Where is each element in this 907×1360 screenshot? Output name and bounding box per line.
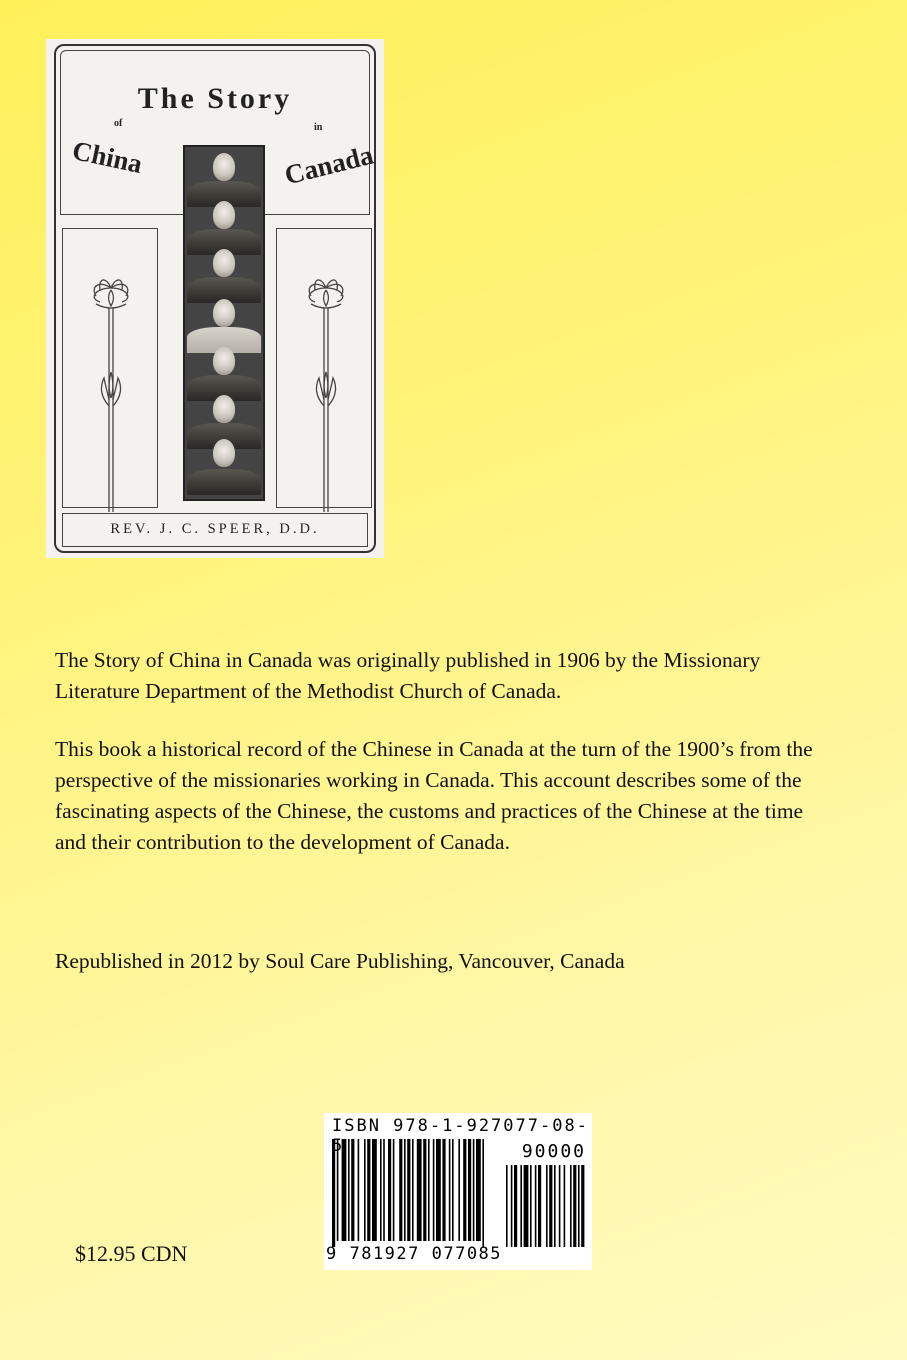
addon-barcode-bar: [570, 1165, 572, 1247]
cover-word-china: China: [69, 135, 145, 180]
addon-barcode-bar: [559, 1165, 561, 1247]
barcode-bar: [436, 1139, 441, 1241]
cover-word-of: of: [114, 118, 123, 129]
addon-barcode-bar: [578, 1165, 580, 1247]
addon-barcode-bar: [511, 1165, 513, 1247]
barcode-bar: [380, 1139, 382, 1241]
isbn-number: ISBN 978-1-927077-08-: [332, 1116, 589, 1136]
addon-barcode-bar: [549, 1165, 552, 1247]
barcode-bar: [473, 1139, 475, 1241]
barcode-bar: [348, 1139, 350, 1241]
barcode-bar: [364, 1139, 366, 1241]
barcode-bar: [407, 1139, 410, 1241]
barcode-bar: [463, 1139, 466, 1241]
barcode-bar: [482, 1139, 484, 1247]
barcode-bar: [423, 1139, 426, 1241]
portrait-face: [213, 299, 235, 327]
republication-note: Republished in 2012 by Soul Care Publishing, Vancouver, Canada: [55, 949, 625, 973]
ean-digits: 9 781927 077085: [326, 1244, 503, 1264]
barcode-bar: [468, 1139, 471, 1241]
cover-word-canada: Canada: [281, 139, 377, 191]
barcode-bar: [476, 1139, 481, 1241]
barcode-bar: [372, 1139, 377, 1241]
barcode-bar: [452, 1139, 454, 1241]
addon-barcode-bar: [573, 1165, 576, 1247]
isbn-barcode: [324, 1113, 592, 1270]
portrait-face: [213, 395, 235, 423]
cover-illustration: [46, 39, 384, 558]
portrait-face: [213, 347, 235, 375]
price-code: 90000: [521, 1141, 586, 1162]
barcode-bar: [404, 1139, 406, 1241]
barcode-bar: [417, 1139, 422, 1241]
barcode-bar: [358, 1139, 360, 1241]
barcode-bar: [412, 1139, 414, 1241]
portrait-face: [213, 249, 235, 277]
barcode-bar: [449, 1139, 451, 1241]
barcode-bar: [383, 1139, 385, 1241]
barcode-bar: [442, 1139, 445, 1241]
cover-frame: [54, 44, 376, 553]
cover-title: The Story: [137, 82, 293, 115]
cover-author: REV. J. C. SPEER, D.D.: [110, 521, 320, 537]
barcode-bar: [393, 1139, 395, 1241]
addon-barcode-bar: [554, 1165, 556, 1247]
barcode-bar: [367, 1139, 370, 1241]
portrait-face: [213, 201, 235, 229]
barcode-bar: [433, 1139, 435, 1241]
barcode-bar: [337, 1139, 339, 1241]
addon-barcode-bar: [530, 1165, 532, 1247]
barcode-bar: [428, 1139, 430, 1241]
addon-barcode-bar: [535, 1165, 537, 1247]
addon-barcode-bar: [546, 1165, 548, 1247]
publication-history-paragraph: The Story of China in Canada was originally published in 1906 by the Missionary Literature Department of the Methodist Church of Canada.: [55, 648, 761, 703]
addon-barcode-bar: [581, 1165, 584, 1247]
portrait-face: [213, 439, 235, 467]
price-label: $12.95 CDN: [75, 1241, 188, 1266]
book-summary-paragraph: This book a historical record of the Chinese in Canada at the turn of the 1900’s from the perspective of the missionaries working in Canada. This account describes some of the fascinating aspects of the Chinese, the customs and practices of the Chinese at the time and their contribution to the development of Canada.: [55, 737, 813, 854]
barcode-bar: [399, 1139, 402, 1241]
chrysanthemum-ornament-right: [291, 276, 361, 516]
cover-word-in: in: [314, 122, 323, 133]
barcode-bar: [388, 1139, 391, 1241]
barcode-bar: [458, 1139, 460, 1241]
portrait-photo-column: [183, 145, 265, 501]
chrysanthemum-ornament-left: [76, 276, 146, 516]
addon-barcode-bar: [564, 1165, 566, 1247]
barcode-bar: [342, 1139, 347, 1241]
addon-barcode-bar: [538, 1165, 541, 1247]
barcode-bar: [332, 1139, 335, 1247]
addon-barcode-bar: [514, 1165, 517, 1247]
addon-barcode-bar: [524, 1165, 529, 1247]
barcode-bar: [351, 1139, 354, 1241]
portrait-face: [213, 153, 235, 181]
addon-barcode-bar: [506, 1165, 508, 1247]
addon-barcode-bar: [520, 1165, 522, 1247]
